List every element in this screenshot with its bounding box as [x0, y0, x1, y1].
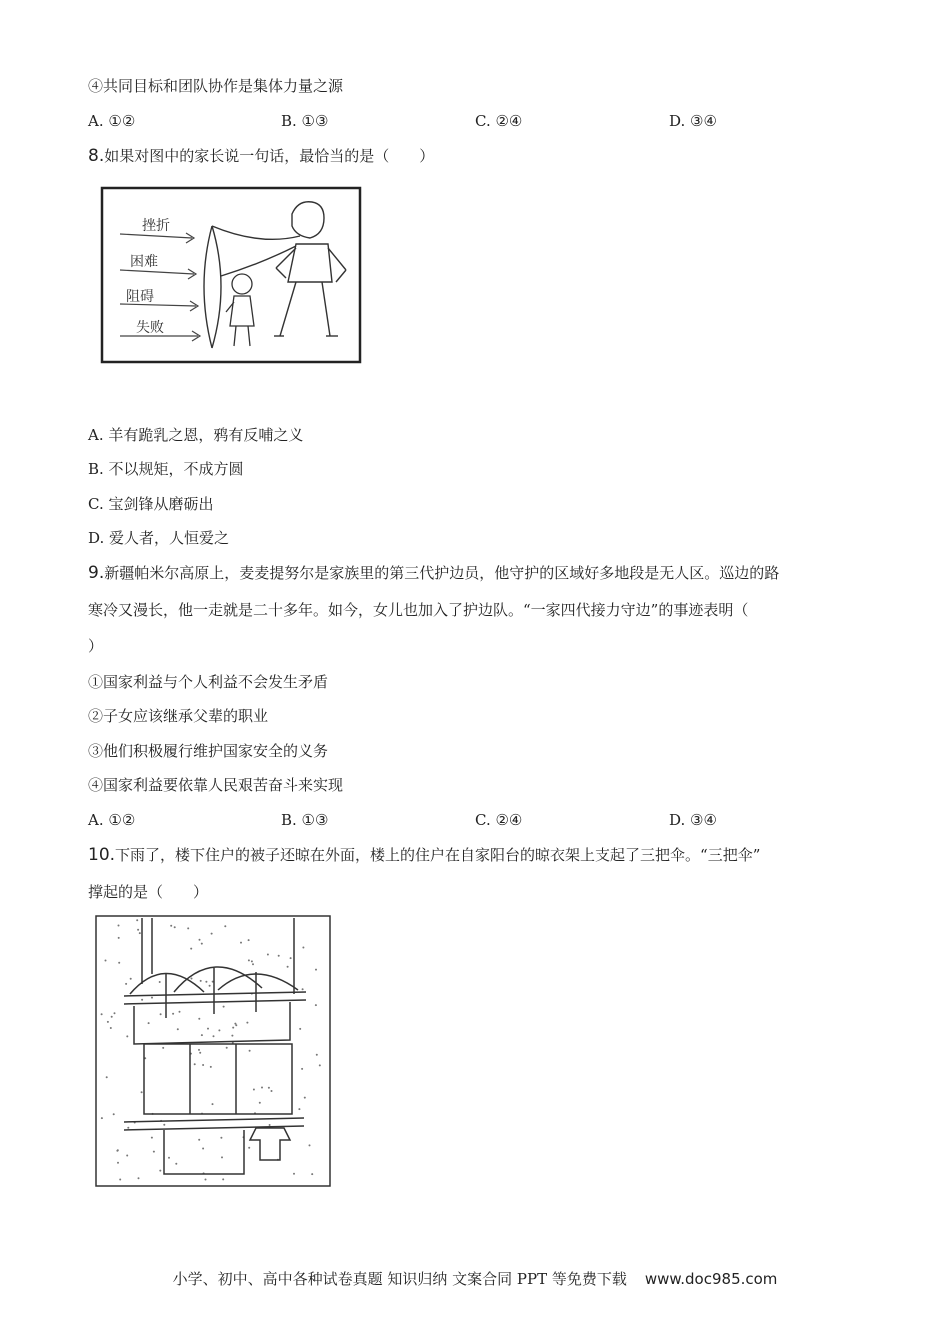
rain-dot [271, 1090, 273, 1092]
rain-dot [268, 1087, 270, 1089]
q9-option-a: A. ①② [88, 811, 136, 829]
rain-dot [302, 988, 304, 990]
rain-dot [316, 1054, 318, 1056]
rain-dot [101, 1117, 103, 1119]
q7-item4: ④共同目标和团队协作是集体力量之源 [88, 77, 344, 95]
rain-dot [259, 1102, 261, 1104]
rain-dot [198, 1049, 200, 1051]
rain-dot [141, 999, 143, 1001]
rain-dot [151, 1137, 153, 1139]
q9-item-2: ②子女应该继承父辈的职业 [88, 707, 269, 725]
rain-dot [205, 1179, 207, 1181]
rain-dot [212, 1103, 214, 1105]
rain-dot [311, 1173, 313, 1175]
rain-dot [125, 983, 127, 985]
q9-item-3: ③他们积极履行维护国家安全的义务 [88, 742, 329, 760]
rain-dot [234, 1023, 236, 1025]
rain-dot [130, 978, 132, 980]
rain-dot [287, 966, 289, 968]
rain-dot [302, 947, 304, 949]
rain-dot [252, 963, 254, 965]
q9-option-b: B. ①③ [281, 811, 329, 829]
q8-parent-umbrella-figure [100, 186, 364, 366]
rain-dot [246, 1022, 248, 1024]
rain-dot [168, 1157, 170, 1159]
rain-dot [177, 1028, 179, 1030]
q8-figure-word-4: 失败 [136, 320, 164, 336]
rain-dot [278, 955, 280, 957]
q10-number: 10. [88, 845, 116, 865]
q9-option-c: C. ②④ [475, 811, 523, 829]
rain-dot [261, 1087, 263, 1089]
rain-dot [249, 1050, 251, 1052]
rain-dot [162, 1047, 164, 1049]
rain-dot [113, 1113, 115, 1115]
rain-dot [248, 1147, 250, 1149]
rain-dot [235, 1024, 237, 1026]
rain-dot [114, 1012, 116, 1014]
q9-stem-line-2: 寒冷又漫长，他一走就是二十多年。如今，女儿也加入了护边队。“一家四代接力守边”的事迹表明（ [88, 601, 749, 619]
rain-dot [117, 1162, 119, 1164]
q9-stem-text-1: 新疆帕米尔高原上，麦麦提努尔是家族里的第三代护边员，他守护的区域好多地段是无人区。巡边的路 [104, 564, 780, 582]
rain-dot [211, 933, 213, 935]
q8-option-d: D. 爱人者，人恒爱之 [88, 529, 230, 547]
rain-dot [170, 925, 172, 927]
rain-dot [293, 1173, 295, 1175]
q10-stem-line-2: 撑起的是（ ） [88, 883, 209, 901]
rain-dot [163, 1124, 165, 1126]
rain-dot [205, 981, 207, 983]
rain-dot [220, 1137, 222, 1139]
rain-dot [251, 960, 253, 962]
q9-stem-line-1 [88, 563, 779, 583]
rain-dot [202, 1064, 204, 1066]
rain-dot [159, 1170, 161, 1172]
rain-dot [200, 980, 202, 982]
rain-dot [319, 1064, 321, 1066]
rain-dot [199, 1052, 201, 1054]
q10-stem-text-1: 下雨了，楼下住户的被子还晾在外面，楼上的住户在自家阳台的晾衣架上支起了三把伞。“三把伞” [115, 846, 761, 864]
rain-dot [269, 1124, 271, 1126]
q10-umbrellas-figure [94, 914, 334, 1190]
rain-dot [105, 960, 107, 962]
rain-dot [248, 959, 250, 961]
q7-option-c: C. ②④ [475, 112, 523, 130]
q8-option-a: A. 羊有跪乳之恩，鸦有反哺之义 [88, 426, 304, 444]
rain-dot [137, 929, 139, 931]
q7-option-d: D. ③④ [669, 112, 717, 130]
q8-figure-word-3: 阻碍 [126, 289, 154, 305]
rain-dot [118, 962, 120, 964]
rain-dot [224, 925, 226, 927]
rain-dot [179, 1011, 181, 1013]
rain-dot [126, 1035, 128, 1037]
rain-dot [240, 942, 242, 944]
rain-dot [298, 1108, 300, 1110]
rain-dot [106, 1076, 108, 1078]
rain-dot [175, 1163, 177, 1165]
rain-dot [118, 937, 120, 939]
rain-dot [199, 939, 201, 941]
rain-dot [172, 1013, 174, 1015]
rain-dot [267, 954, 269, 956]
q9-options [88, 810, 868, 830]
rain-dot [221, 1156, 223, 1158]
rain-dot [190, 948, 192, 950]
rain-dot [159, 981, 161, 983]
rain-dot [110, 1027, 112, 1029]
q7-options [88, 111, 868, 131]
rain-dot [141, 1091, 143, 1093]
rain-dot [127, 1127, 129, 1129]
rain-dot [207, 1028, 209, 1030]
rain-dot [309, 1144, 311, 1146]
footer-url[interactable]: www.doc985.com [644, 1270, 778, 1288]
rain-dot [315, 1004, 317, 1006]
q9-item-4: ④国家利益要依靠人民艰苦奋斗来实现 [88, 776, 344, 794]
q7-option-b: B. ①③ [281, 112, 329, 130]
rain-dot [153, 1151, 155, 1153]
q8-figure-word-1: 挫折 [142, 218, 170, 234]
rain-dot [248, 939, 250, 941]
rain-dot [226, 1047, 228, 1049]
rain-dot [315, 969, 317, 971]
rain-dot [151, 997, 153, 999]
q8-stem-text: 如果对图中的家长说一句话，最恰当的是（ ） [104, 147, 435, 165]
rain-dot [201, 1034, 203, 1036]
rain-dot [304, 1097, 306, 1099]
q7-option-a: A. ①② [88, 112, 136, 130]
rain-dot [218, 1029, 220, 1031]
q9-item-1: ①国家利益与个人利益不会发生矛盾 [88, 673, 329, 691]
rain-dot [119, 1179, 121, 1181]
q10-stem-line-1 [88, 845, 760, 865]
rain-dot [231, 1035, 233, 1037]
q8-stem [88, 146, 434, 166]
rain-dot [301, 1068, 303, 1070]
footer-text: 小学、初中、高中各种试卷真题 知识归纳 文案合同 PPT 等免费下载 [172, 1270, 627, 1288]
rain-dot [187, 927, 189, 929]
rain-dot [139, 932, 141, 934]
q8-number: 8. [88, 146, 105, 166]
q9-option-d: D. ③④ [669, 811, 717, 829]
rain-dot [194, 1063, 196, 1065]
rain-dot [148, 1022, 150, 1024]
rain-dot [299, 1028, 301, 1030]
rain-dot [138, 1177, 140, 1179]
rain-dot [210, 1066, 212, 1068]
rain-dot [160, 1013, 162, 1015]
rain-dot [222, 1178, 224, 1180]
rain-dot [126, 1155, 128, 1157]
rain-dot [290, 957, 292, 959]
page-footer [0, 1268, 950, 1290]
rain-dot [202, 1148, 204, 1150]
rain-dot [191, 978, 193, 980]
rain-dot [116, 1150, 118, 1152]
rain-dot [118, 925, 120, 927]
rain-dot [136, 919, 138, 921]
rain-dot [232, 1027, 234, 1029]
q9-stem-line-3: ） [88, 637, 104, 655]
rain-dot [107, 1021, 109, 1023]
rain-dot [201, 943, 203, 945]
rain-dot [111, 1016, 113, 1018]
rain-dot [223, 1006, 225, 1008]
rain-dot [174, 926, 176, 928]
q8-option-b: B. 不以规矩，不成方圆 [88, 460, 244, 478]
rain-dot [209, 985, 211, 987]
q9-number: 9. [88, 563, 105, 583]
rain-dot [198, 1139, 200, 1141]
rain-dot [101, 1013, 103, 1015]
q8-figure-word-2: 困难 [130, 254, 158, 270]
rain-dot [253, 1089, 255, 1091]
q8-option-c: C. 宝剑锋从磨砺出 [88, 495, 214, 513]
rain-dot [198, 1018, 200, 1020]
rain-dot [213, 1035, 215, 1037]
